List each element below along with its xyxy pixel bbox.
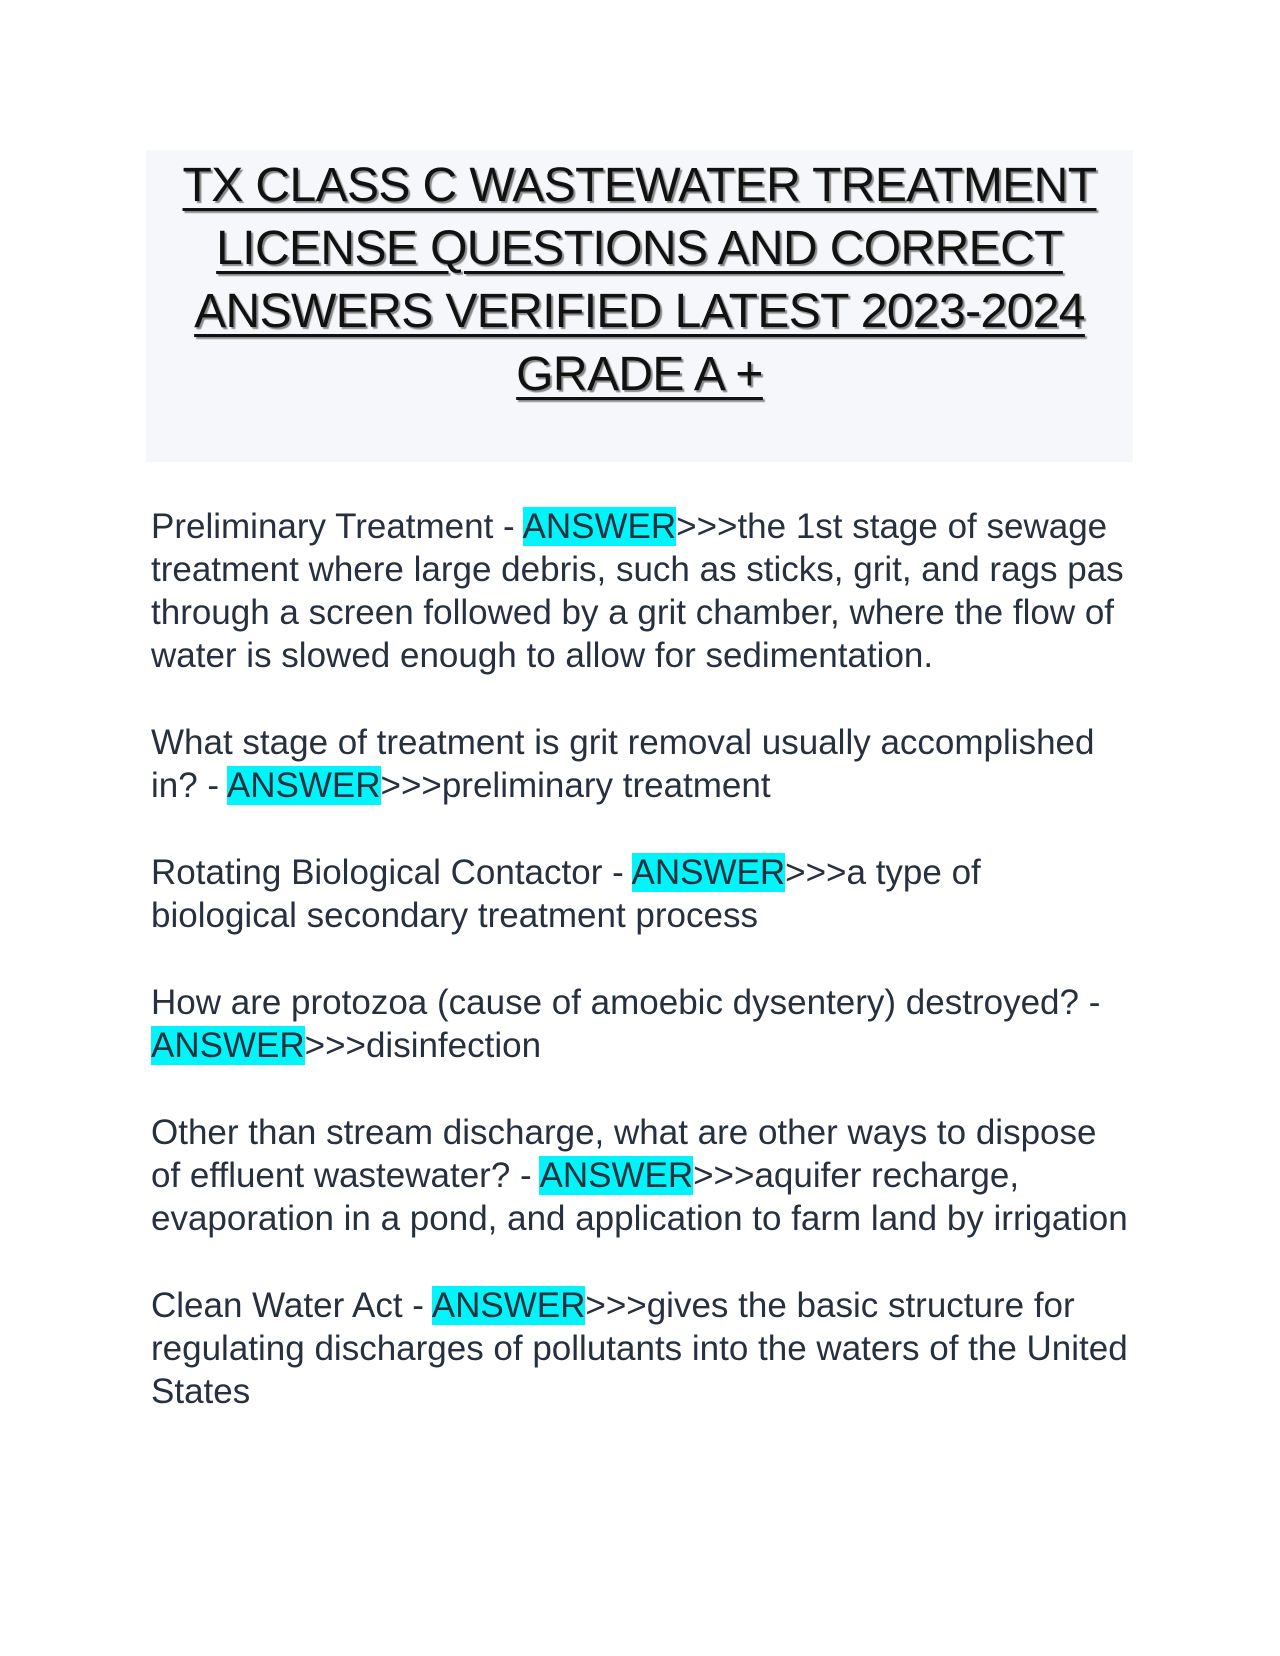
answer-arrow: >>>: [785, 853, 847, 892]
question-text: Rotating Biological Contactor -: [151, 853, 632, 892]
answer-text: aquifer recharge, evaporation in a pond, and application to farm land by irrigation: [151, 1156, 1128, 1238]
qa-list: [151, 505, 1131, 1457]
qa-item: [151, 981, 1131, 1067]
document-title-block: [146, 150, 1133, 462]
answer-highlight: ANSWER: [431, 1286, 586, 1325]
answer-text: disinfection: [365, 1026, 542, 1065]
question-text: How are protozoa (cause of amoebic dysentery) destroyed? -: [151, 983, 1101, 1022]
qa-item: [151, 1111, 1131, 1240]
document-title-line-4: GRADE A +: [516, 348, 763, 401]
question-text: Other than stream discharge, what are other ways to dispose of effluent wastewater? -: [151, 1113, 1097, 1195]
answer-highlight: ANSWER: [631, 853, 786, 892]
answer-arrow: >>>: [585, 1286, 647, 1325]
answer-text: a type of biological secondary treatment process: [151, 853, 981, 935]
answer-text: preliminary treatment: [441, 766, 771, 805]
answer-arrow: >>>: [304, 1026, 366, 1065]
document-title-line-2: LICENSE QUESTIONS AND CORRECT: [216, 222, 1063, 275]
answer-highlight: ANSWER: [151, 1026, 305, 1065]
question-text: Clean Water Act -: [151, 1286, 432, 1325]
document-title-line-3: ANSWERS VERIFIED LATEST 2023-2024: [194, 285, 1085, 338]
qa-item: [151, 1284, 1131, 1413]
question-text: What stage of treatment is grit removal usually accomplished in? -: [151, 723, 1095, 805]
question-text: Preliminary Treatment -: [151, 507, 523, 546]
answer-text: gives the basic structure for regulating discharges of pollutants into the waters of the United States: [151, 1286, 1128, 1411]
answer-text: the 1st stage of sewage treatment where large debris, such as sticks, grit, and rags pas through a screen followed by a grit chamber, where the flow of water is slowed enough to allow for sedimentation.: [151, 507, 1124, 675]
answer-highlight: ANSWER: [539, 1156, 694, 1195]
answer-arrow: >>>: [380, 766, 442, 805]
answer-highlight: ANSWER: [226, 766, 381, 805]
qa-item: [151, 721, 1131, 807]
document-title-line-1: TX CLASS C WASTEWATER TREATMENT: [182, 159, 1097, 212]
qa-item: [151, 851, 1131, 937]
answer-arrow: >>>: [676, 507, 738, 546]
answer-arrow: >>>: [693, 1156, 755, 1195]
answer-highlight: ANSWER: [522, 507, 677, 546]
qa-item: [151, 505, 1131, 677]
